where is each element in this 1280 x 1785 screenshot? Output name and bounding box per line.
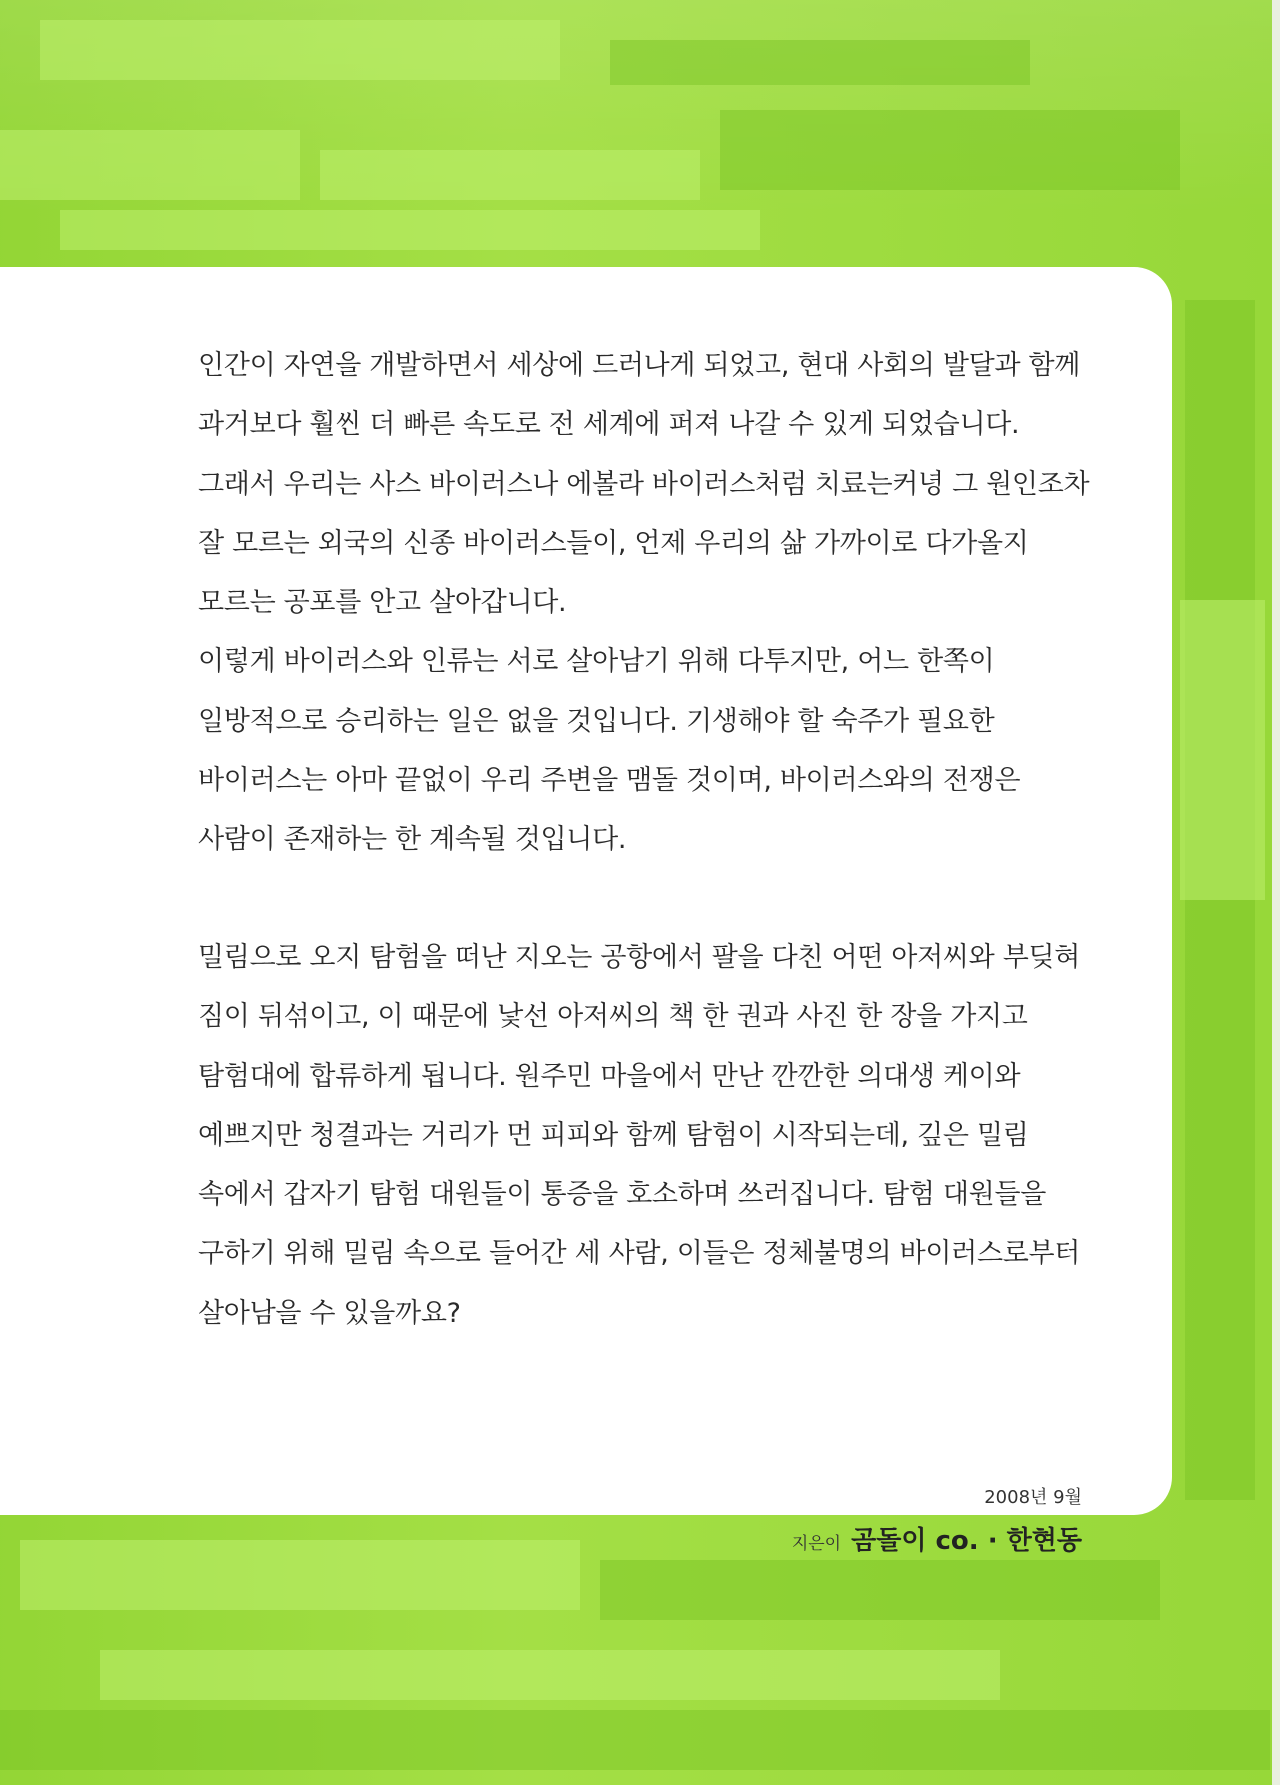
brush-stroke	[20, 1540, 580, 1610]
text-line: 밀림으로 오지 탐험을 떠난 지오는 공항에서 팔을 다친 어떤 아저씨와 부딪혀	[198, 942, 1081, 973]
text-line: 모르는 공포를 안고 살아갑니다.	[198, 587, 567, 619]
story-paragraph	[198, 928, 1098, 1343]
text-line: 바이러스는 아마 끝없이 우리 주변을 맴돌 것이며, 바이러스와의 전쟁은	[198, 765, 1021, 797]
author-names: 곰돌이 co. · 한현동	[851, 1526, 1082, 1556]
brush-stroke	[600, 1560, 1160, 1620]
text-line: 사람이 존재하는 한 계속될 것입니다.	[198, 824, 627, 856]
publication-date: 2008년 9월	[984, 1487, 1082, 1508]
text-line: 일방적으로 승리하는 일은 없을 것입니다. 기생해야 할 숙주가 필요한	[198, 705, 995, 737]
brush-stroke	[720, 110, 1180, 190]
text-line: 속에서 갑자기 탐험 대원들이 통증을 호소하며 쓰러집니다. 탐험 대원들을	[198, 1179, 1047, 1211]
brush-stroke	[1185, 300, 1255, 1500]
text-line: 과거보다 훨씬 더 빠른 속도로 전 세계에 퍼져 나갈 수 있게 되었습니다.	[198, 409, 1020, 441]
text-line: 구하기 위해 밀림 속으로 들어간 세 사람, 이들은 정체불명의 바이러스로부터	[198, 1238, 1081, 1270]
brush-stroke	[0, 1710, 1270, 1770]
text-line: 인간이 자연을 개발하면서 세상에 드러나게 되었고, 현대 사회의 발달과 함께	[198, 350, 1081, 381]
brush-stroke	[1180, 600, 1265, 900]
brush-stroke	[0, 130, 300, 200]
text-line: 살아남을 수 있을까요?	[198, 1297, 461, 1329]
intro-paragraph	[198, 336, 1098, 870]
brush-stroke	[100, 1650, 1000, 1700]
brush-stroke	[320, 150, 700, 200]
text-line: 이렇게 바이러스와 인류는 서로 살아남기 위해 다투지만, 어느 한쪽이	[198, 646, 995, 678]
brush-stroke	[610, 40, 1030, 85]
page-edge-strip	[1272, 0, 1280, 1785]
text-line: 탐험대에 합류하게 됩니다. 원주민 마을에서 만난 깐깐한 의대생 케이와	[198, 1060, 1021, 1092]
brush-stroke	[60, 210, 760, 250]
brush-stroke	[40, 20, 560, 80]
text-line: 그래서 우리는 사스 바이러스나 에볼라 바이러스처럼 치료는커녕 그 원인조차	[198, 468, 1090, 500]
text-line: 짐이 뒤섞이고, 이 때문에 낯선 아저씨의 책 한 권과 사진 한 장을 가지고	[198, 1001, 1028, 1033]
author-credit	[792, 1520, 1082, 1557]
author-label: 지은이	[791, 1534, 842, 1554]
text-line: 잘 모르는 외국의 신종 바이러스들이, 언제 우리의 삶 가까이로 다가올지	[198, 527, 1029, 559]
text-line: 예쁘지만 청결과는 거리가 먼 피피와 함께 탐험이 시작되는데, 깊은 밀림	[198, 1119, 1029, 1151]
